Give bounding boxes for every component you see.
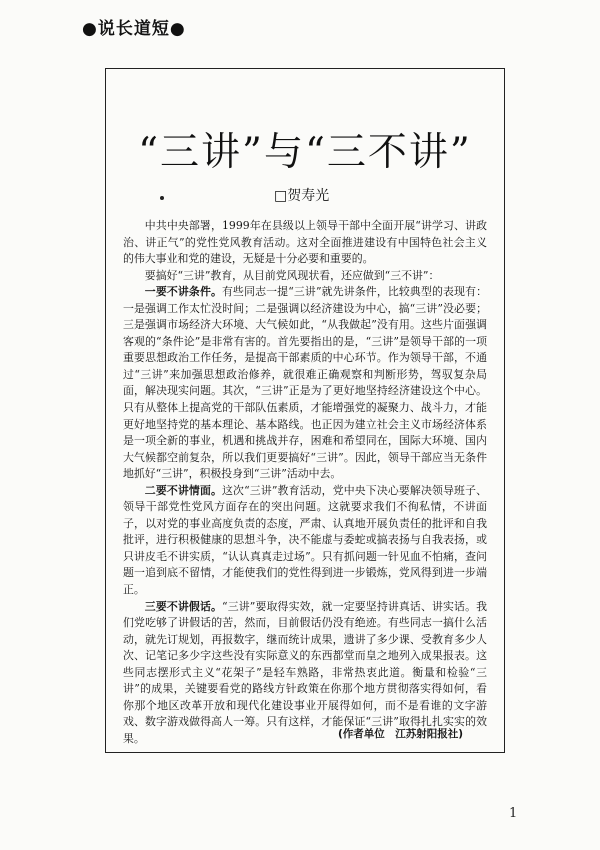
paragraph <box>123 218 487 268</box>
paragraph-text: 要搞好“三讲”教育，从目前党风现状看，还应做到“三不讲”： <box>144 268 440 282</box>
paragraph-text: 中共中央部署，1999年在县级以上领导干部中全面开展“讲学习、讲政治、讲正气”的党性党风教育活动。这对全面推进建设有中国特色社会主义的伟大事业和党的建设，无疑是十分必要和重要的。 <box>123 219 487 266</box>
paragraph <box>123 268 487 285</box>
article-body <box>123 218 487 748</box>
article-title: “三讲”与“三不讲” <box>138 130 472 176</box>
paragraph-text: 这次“三讲”教育活动，党中央下决心要解决领导班子、领导干部党性党风方面存在的突出问题。这就要求我们不徇私情，不讲面子，以对党的事业高度负责的态度，严肃、认真地开展负责任的批评和自我批评，进行积极健康的思想斗争，决不能虚与委蛇或搞表扬与自我表扬，或只讲皮毛不讲实质，“认认真真走过场”。只有抓问题一针见血不怕痛，查问题一追到底不留情，才能使我们的党性得到进一步锻炼，党风得到进一步端正。 <box>123 483 487 597</box>
byline <box>274 185 329 205</box>
paragraph <box>123 483 487 599</box>
decorative-dot <box>160 196 164 200</box>
paragraph-lead: 三要不讲假话。 <box>144 599 223 613</box>
author-box-mark: □ <box>274 188 288 204</box>
paragraph-lead: 一要不讲条件。 <box>144 285 223 299</box>
column-header: ●说长道短● <box>82 19 186 39</box>
paragraph-text: “三讲”要取得实效，就一定要坚持讲真话、讲实话。我们党吃够了讲假话的苦，然而，目前假话仍没有绝迹。有些同志一搞什么活动，就先订规划，再报数字，继而统计成果，遗讲了多少课、受教育多少人次、记笔记多少字这些没有实际意义的东西都堂而皇之地列入成果报表。这些同志摆形式主义“花架子”是轻车熟路，非常热衷此道。衡量和检验“三讲”的成果，关键要看党的路线方针政策在你那个地方贯彻落实得如何，看你那个地区改革开放和现代化建设事业开展得如何，而不是看谁的文字游戏、数字游戏做得高人一筹。只有这样，才能保证“三讲”取得扎扎实实的效果。 <box>123 599 487 745</box>
author-name: 贺寿光 <box>287 188 330 204</box>
paragraph-lead: 二要不讲情面。 <box>144 483 223 497</box>
paragraph <box>123 284 487 483</box>
author-affiliation: (作者单位 江苏射阳报社) <box>338 728 464 740</box>
paragraph-text: 有些同志一提“三讲”就先讲条件，比较典型的表现有：一是强调工作太忙没时间；二是强调以经济建设为中心，搞“三讲”没必要；三是强调市场经济大环境、大气候如此，“从我做起”没有用。这些片面强调客观的“条件论”是非常有害的。首先要指出的是，“三讲”是领导干部的一项重要思想政治工作任务，是提高干部素质的中心环节。作为领导干部，不通过“三讲”来加强思想政治修养，就很难正确观察和判断形势，驾驭复杂局面，解决现实问题。其次，“三讲”正是为了更好地坚持经济建设这个中心。只有从整体上提高党的干部队伍素质，才能增强党的凝聚力、战斗力，才能更好地坚持党的基本理论、基本路线。也正因为建立社会主义市场经济体系是一项全新的事业，机遇和挑战并存，困难和希望同在，国际大环境、国内大气候都空前复杂，所以我们更要搞好“三讲”。因此，领导干部应当无条件地抓好“三讲”，积极投身到“三讲”活动中去。 <box>123 285 487 481</box>
page-number: 1 <box>509 806 518 821</box>
